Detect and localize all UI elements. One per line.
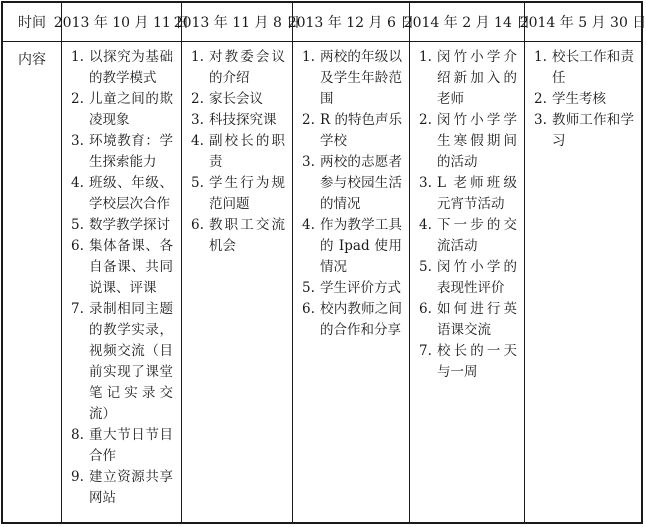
list-item: 3. L 老师班级元宵节活动 bbox=[419, 175, 517, 212]
content-column bbox=[189, 47, 285, 257]
column-divider bbox=[524, 3, 525, 522]
header-date: 2013 年 11 月 8 日 bbox=[173, 15, 301, 31]
header-date: 2013 年 10 月 11 日 bbox=[53, 15, 190, 31]
list-item: 2. 闵竹小学学生寒假期间的活动 bbox=[419, 112, 517, 170]
list-item: 6. 教职工交流机会 bbox=[191, 217, 285, 254]
header-date: 2014 年 2 月 14 日 bbox=[403, 15, 531, 31]
row-label-content: 内容 bbox=[18, 52, 46, 68]
header-date: 2013 年 12 月 6 日 bbox=[287, 15, 415, 31]
list-item: 4. 班级、年级、学校层次合作 bbox=[71, 175, 173, 212]
list-item: 4. 作为教学工具的 Ipad 使用情况 bbox=[302, 217, 402, 275]
content-column bbox=[532, 47, 634, 152]
list-item: 9. 建立资源共享网站 bbox=[71, 469, 173, 506]
list-item: 1. 校长工作和责任 bbox=[534, 49, 634, 86]
list-item: 5. 学生行为规范问题 bbox=[191, 175, 285, 212]
list-item: 5. 学生评价方式 bbox=[302, 280, 401, 296]
list-item: 3. 科技探究课 bbox=[191, 112, 277, 128]
list-item: 8. 重大节日节目合作 bbox=[71, 427, 173, 464]
list-item: 5. 数学教学探讨 bbox=[71, 217, 170, 233]
list-item: 4. 下一步的交流活动 bbox=[419, 217, 517, 254]
column-divider bbox=[61, 3, 62, 522]
list-item: 1. 闵竹小学介绍新加入的老师 bbox=[419, 49, 517, 107]
list-item: 1. 以探究为基础的教学模式 bbox=[71, 49, 173, 86]
list-item: 6. 校内教师之间的合作和分享 bbox=[302, 301, 402, 338]
list-item: 7. 录制相同主题的教学实录，视频交流（目前实现了课堂笔记实录交流） bbox=[71, 301, 173, 422]
list-item: 1. 对教委会议的介绍 bbox=[191, 49, 285, 86]
list-item: 2. 儿童之间的欺凌现象 bbox=[71, 91, 173, 128]
list-item: 6. 如何进行英语课交流 bbox=[419, 301, 517, 338]
list-item: 2. 家长会议 bbox=[191, 91, 263, 107]
list-item: 2. R 的特色声乐学校 bbox=[302, 112, 402, 149]
header-date: 2014 年 5 月 30 日 bbox=[519, 15, 646, 31]
list-item: 3. 环境教育：学生探索能力 bbox=[71, 133, 173, 170]
list-item: 2. 学生考核 bbox=[534, 91, 606, 107]
schedule-table bbox=[1, 1, 646, 524]
list-item: 4. 副校长的职责 bbox=[191, 133, 285, 170]
list-item: 7. 校长的一天与一周 bbox=[419, 343, 517, 380]
list-item: 1. 两校的年级以及学生年龄范围 bbox=[302, 49, 402, 107]
list-item: 3. 两校的志愿者参与校园生活的情况 bbox=[302, 154, 402, 212]
header-time-label: 时间 bbox=[18, 15, 46, 31]
content-column bbox=[300, 47, 402, 341]
list-item: 5. 闵竹小学的表现性评价 bbox=[419, 259, 517, 296]
column-divider bbox=[292, 3, 293, 522]
column-divider bbox=[409, 3, 410, 522]
content-column bbox=[417, 47, 517, 383]
list-item: 6. 集体备课、各自备课、共同说课、评课 bbox=[71, 238, 173, 296]
content-column bbox=[69, 47, 173, 509]
list-item: 3. 教师工作和学习 bbox=[534, 112, 634, 149]
column-divider bbox=[181, 3, 182, 522]
